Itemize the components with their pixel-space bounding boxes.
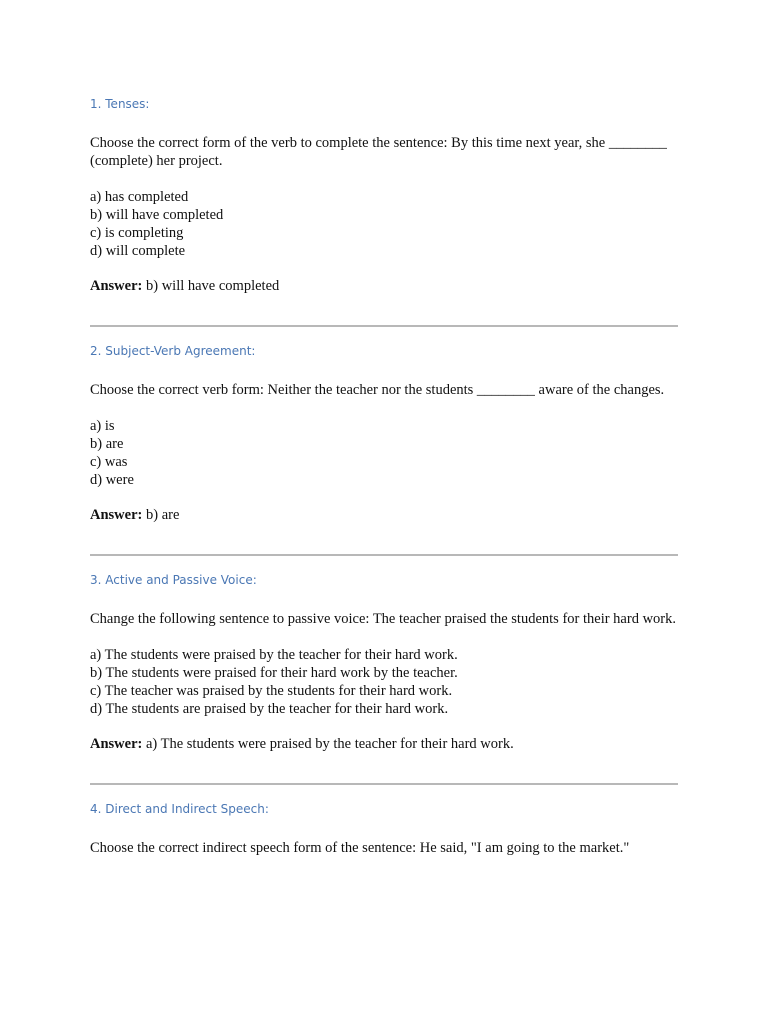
answer-line xyxy=(90,506,678,524)
section-heading: 1. Tenses: xyxy=(90,97,150,111)
section-tenses xyxy=(90,96,678,295)
option-c: c) is completing xyxy=(90,225,184,241)
section-heading: 3. Active and Passive Voice: xyxy=(90,573,257,587)
options-list xyxy=(90,646,678,718)
option-c: c) The teacher was praised by the students for their hard work. xyxy=(90,683,453,699)
option-c: c) was xyxy=(90,454,128,470)
section-divider xyxy=(90,554,678,556)
section-active-passive-voice xyxy=(90,572,678,753)
options-list xyxy=(90,417,678,489)
option-d: d) were xyxy=(90,472,134,488)
section-heading: 2. Subject-Verb Agreement: xyxy=(90,344,256,358)
question-text: Choose the correct verb form: Neither the teacher nor the students ________ aware of the changes. xyxy=(90,382,665,398)
answer-value: b) are xyxy=(142,507,180,523)
option-a: a) is xyxy=(90,418,115,434)
answer-value: b) will have completed xyxy=(142,278,280,294)
option-b: b) The students were praised for their hard work by the teacher. xyxy=(90,665,458,681)
answer-label: Answer: xyxy=(90,507,143,523)
answer-label: Answer: xyxy=(90,736,143,752)
option-d: d) will complete xyxy=(90,243,186,259)
option-b: b) are xyxy=(90,436,124,452)
option-d: d) The students are praised by the teacher for their hard work. xyxy=(90,701,449,717)
answer-value: a) The students were praised by the teacher for their hard work. xyxy=(142,736,514,752)
section-divider xyxy=(90,783,678,785)
question-text: Choose the correct indirect speech form of the sentence: He said, "I am going to the market." xyxy=(90,840,630,856)
option-b: b) will have completed xyxy=(90,207,224,223)
document-page xyxy=(90,96,678,857)
question-text: Choose the correct form of the verb to complete the sentence: By this time next year, she ________ (complete) her project. xyxy=(90,135,667,169)
question-text: Change the following sentence to passive voice: The teacher praised the students for their hard work. xyxy=(90,611,676,627)
option-a: a) has completed xyxy=(90,189,189,205)
answer-line xyxy=(90,277,678,295)
section-subject-verb-agreement xyxy=(90,343,678,524)
section-heading: 4. Direct and Indirect Speech: xyxy=(90,802,269,816)
section-divider xyxy=(90,325,678,327)
section-direct-indirect-speech xyxy=(90,801,678,857)
answer-line xyxy=(90,735,678,753)
options-list xyxy=(90,188,678,260)
option-a: a) The students were praised by the teacher for their hard work. xyxy=(90,647,458,663)
answer-label: Answer: xyxy=(90,278,143,294)
